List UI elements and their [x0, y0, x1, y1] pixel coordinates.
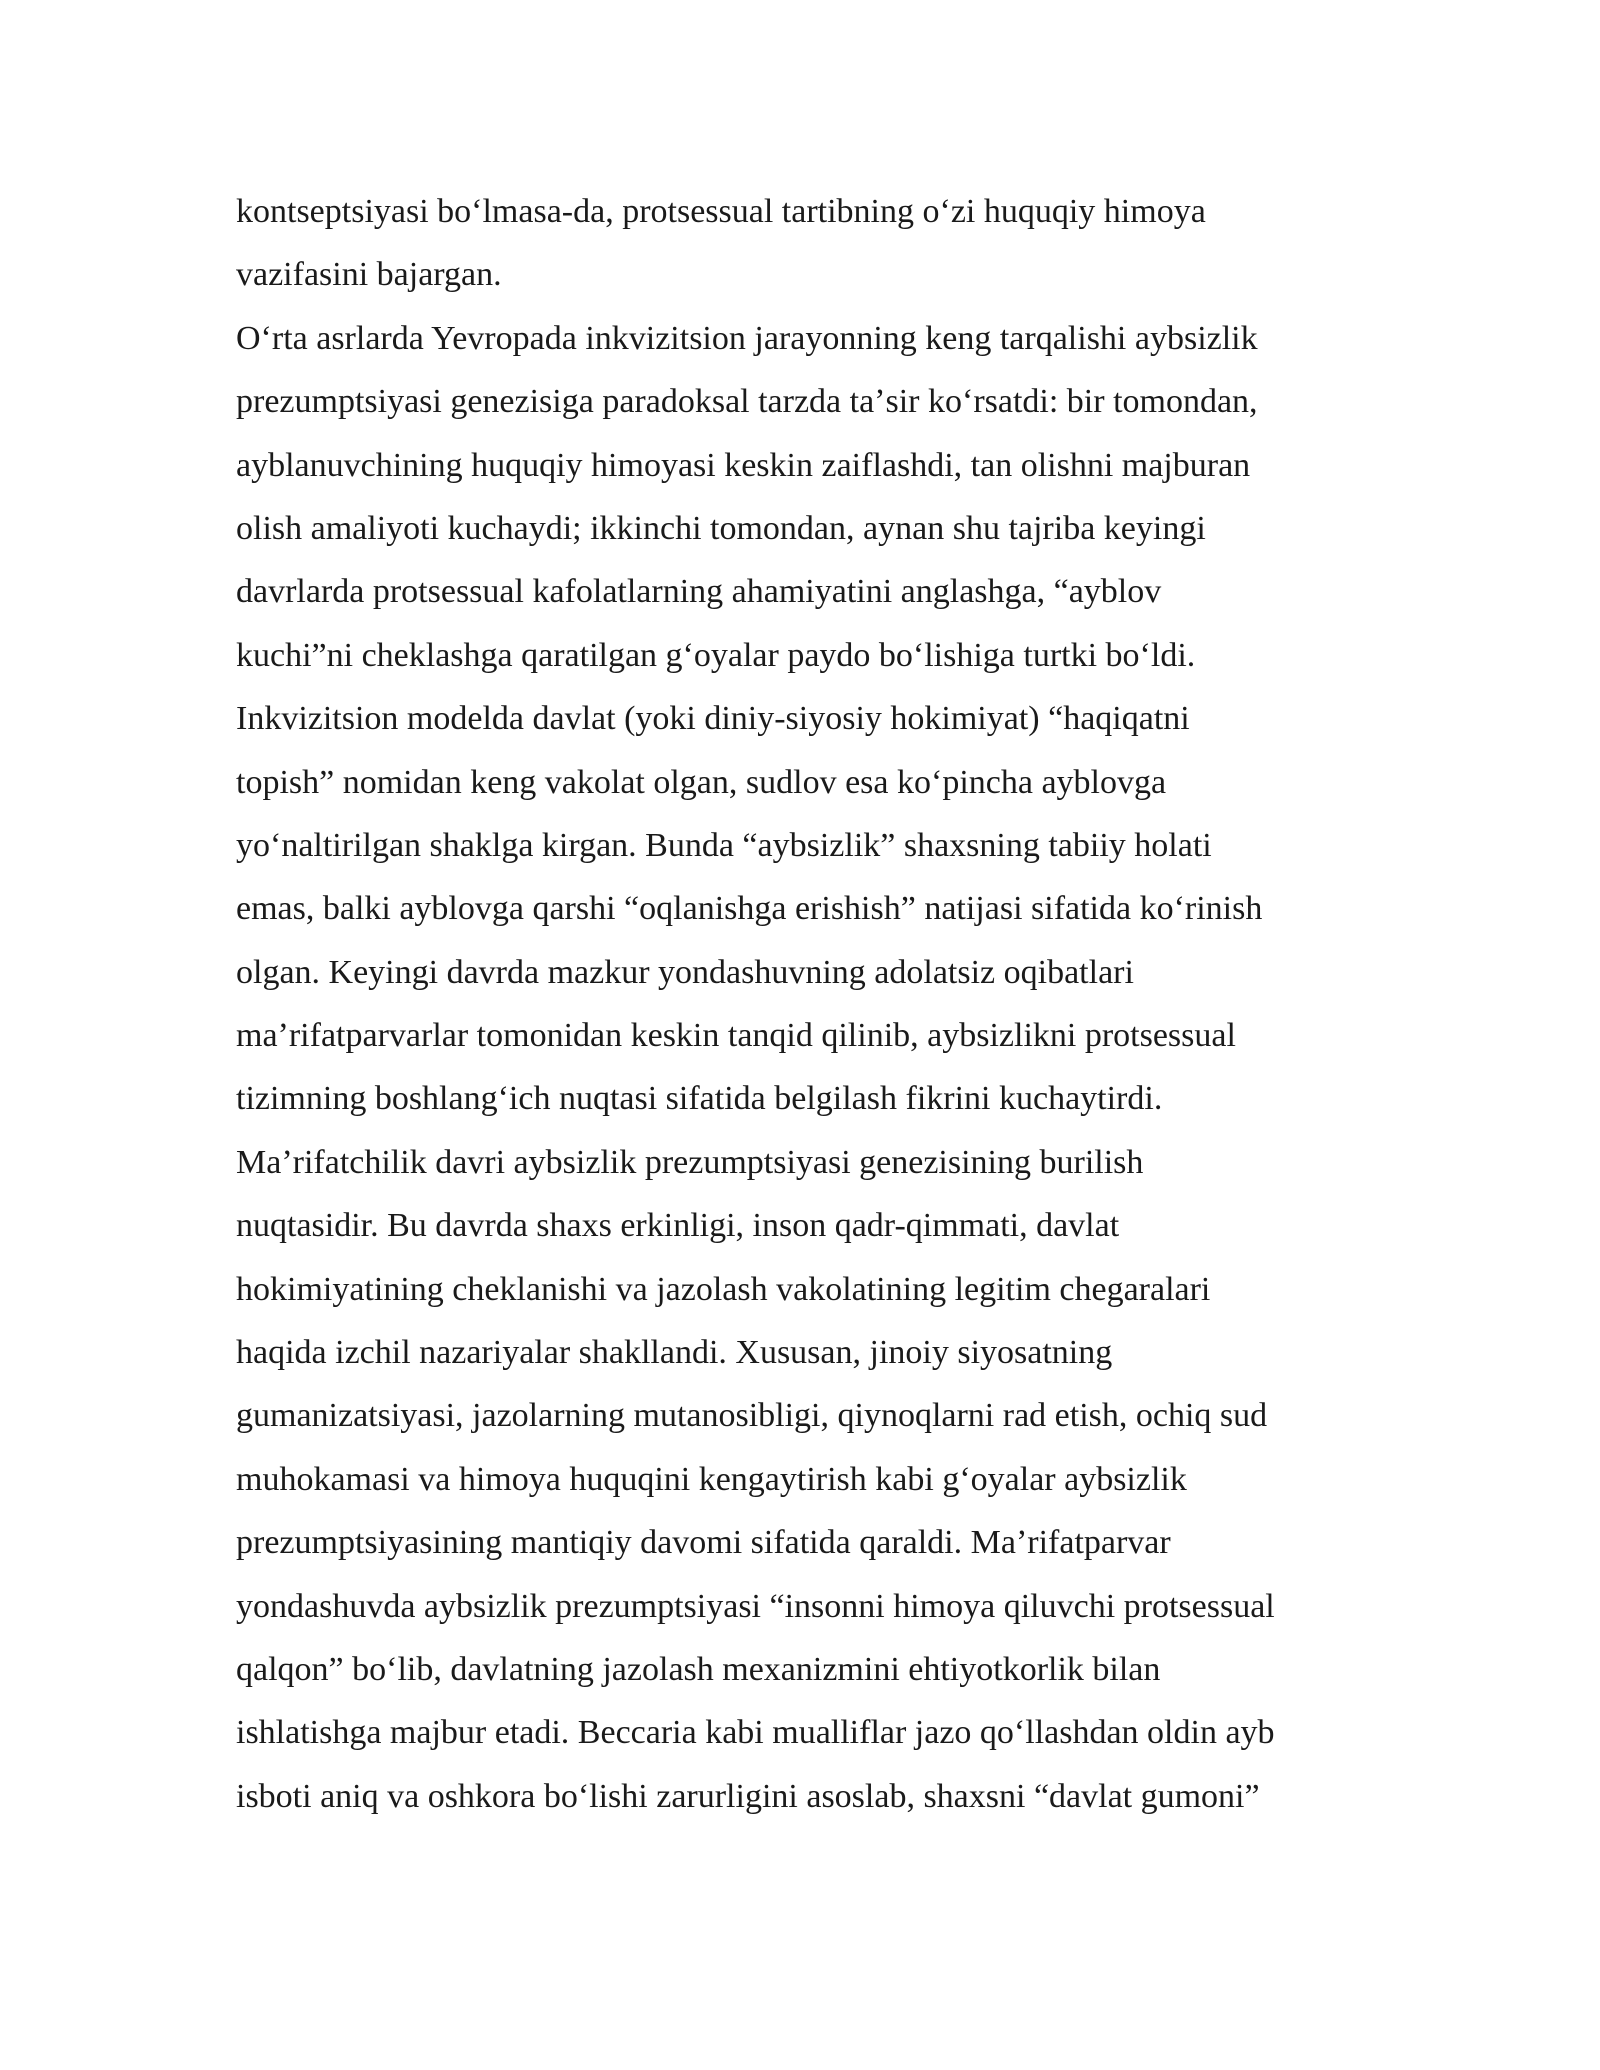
text-line: Inkvizitsion modelda davlat (yoki diniy-siyosiy hokimiyat) “haqiqatni [236, 700, 1190, 738]
text-line: prezumptsiyasi genezisiga paradoksal tarzda taʼsir koʻrsatdi: bir tomondan, [236, 383, 1258, 421]
text-line: olish amaliyoti kuchaydi; ikkinchi tomondan, aynan shu tajriba keyingi [236, 509, 1206, 547]
text-line: yoʻnaltirilgan shaklga kirgan. Bunda “aybsizlik” shaxsning tabiiy holati [236, 826, 1212, 864]
text-line: haqida izchil nazariyalar shakllandi. Xususan, jinoiy siyosatning [236, 1334, 1113, 1372]
body-text [236, 180, 1386, 1828]
text-line: muhokamasi va himoya huquqini kengaytirish kabi gʻoyalar aybsizlik [236, 1460, 1187, 1498]
text-line: ishlatishga majbur etadi. Beccaria kabi mualliflar jazo qoʻllashdan oldin ayb [236, 1714, 1275, 1752]
text-line: hokimiyatining cheklanishi va jazolash vakolatining legitim chegaralari [236, 1270, 1211, 1308]
text-line: olgan. Keyingi davrda mazkur yondashuvning adolatsiz oqibatlari [236, 953, 1134, 991]
text-line: emas, balki ayblovga qarshi “oqlanishga erishish” natijasi sifatida koʻrinish [236, 890, 1263, 928]
text-line: ayblanuvchining huquqiy himoyasi keskin zaiflashdi, tan olishni majburan [236, 446, 1251, 484]
text-line: nuqtasidir. Bu davrda shaxs erkinligi, inson qadr-qimmati, davlat [236, 1207, 1120, 1245]
text-line: yondashuvda aybsizlik prezumptsiyasi “insonni himoya qiluvchi protsessual [236, 1587, 1275, 1625]
text-line: topish” nomidan keng vakolat olgan, sudlov esa koʻpincha ayblovga [236, 763, 1167, 801]
text-line: maʼrifatparvarlar tomonidan keskin tanqid qilinib, aybsizlikni protsessual [236, 1017, 1236, 1055]
text-line: isboti aniq va oshkora boʻlishi zarurligini asoslab, shaxsni “davlat gumoni” [236, 1777, 1260, 1815]
text-line: gumanizatsiyasi, jazolarning mutanosibligi, qiynoqlarni rad etish, ochiq sud [236, 1397, 1268, 1435]
text-line: prezumptsiyasining mantiqiy davomi sifatida qaraldi. Maʼrifatparvar [236, 1524, 1171, 1562]
text-line: Oʻrta asrlarda Yevropada inkvizitsion jarayonning keng tarqalishi aybsizlik [236, 319, 1258, 357]
text-line: davrlarda protsessual kafolatlarning ahamiyatini anglashga, “ayblov [236, 573, 1162, 611]
text-line: kuchi”ni cheklashga qaratilgan gʻoyalar paydo boʻlishiga turtki boʻldi. [236, 636, 1196, 674]
text-line: qalqon” boʻlib, davlatning jazolash mexanizmini ehtiyotkorlik bilan [236, 1650, 1161, 1688]
text-line: kontseptsiyasi boʻlmasa-da, protsessual tartibning oʻzi huquqiy himoya [236, 193, 1206, 230]
text-line: vazifasini bajargan. [236, 256, 502, 294]
text-line: Maʼrifatchilik davri aybsizlik prezumptsiyasi genezisining burilish [236, 1143, 1144, 1181]
text-line: tizimning boshlangʻich nuqtasi sifatida belgilash fikrini kuchaytirdi. [236, 1080, 1163, 1118]
